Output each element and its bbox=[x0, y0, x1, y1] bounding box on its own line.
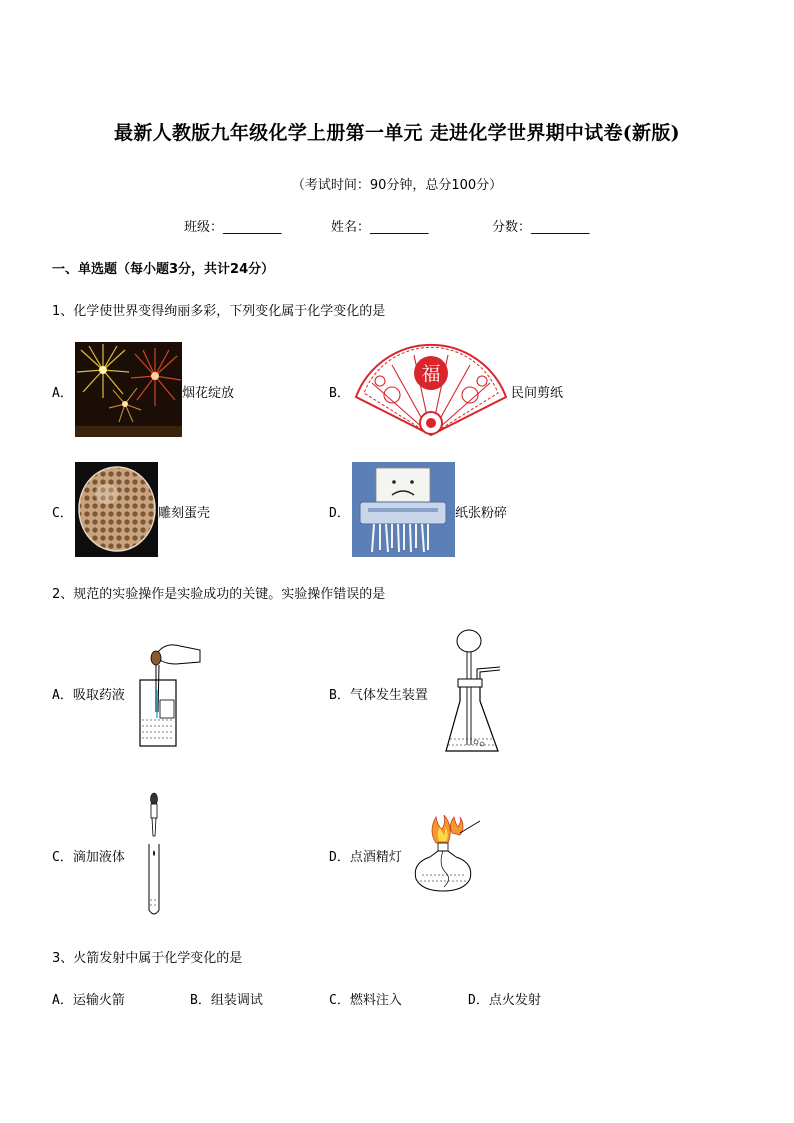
dropping-liquid-diagram bbox=[145, 792, 167, 918]
q1-option-b-label: 民间剪纸 bbox=[511, 386, 564, 401]
option-letter: A． bbox=[52, 993, 73, 1008]
q2-option-a[interactable] bbox=[52, 684, 125, 703]
question-2-stem: 2、规范的实验操作是实验成功的关键。实验操作错误的是 bbox=[52, 587, 386, 602]
score-field: 分数：_________ bbox=[492, 220, 590, 235]
q2-option-c[interactable] bbox=[52, 846, 125, 865]
option-letter: C． bbox=[52, 850, 73, 865]
q1-option-c-label: 雕刻蛋壳 bbox=[158, 506, 211, 521]
option-letter: B． bbox=[190, 993, 211, 1008]
q3-option-b[interactable] bbox=[190, 989, 263, 1008]
q3-option-a[interactable] bbox=[52, 989, 125, 1008]
option-text: 运输火箭 bbox=[72, 993, 125, 1008]
option-text: 气体发生装置 bbox=[349, 688, 428, 703]
option-text: 点酒精灯 bbox=[349, 850, 402, 865]
dropper-in-bottle-diagram bbox=[136, 640, 202, 748]
option-letter: D． bbox=[329, 850, 350, 865]
alcohol-lamp-diagram bbox=[408, 813, 484, 895]
option-letter: B． bbox=[329, 386, 350, 401]
q3-option-c[interactable] bbox=[329, 989, 402, 1008]
option-text: 吸取药液 bbox=[72, 688, 125, 703]
option-letter: A． bbox=[52, 688, 73, 703]
q1-option-c[interactable] bbox=[52, 502, 73, 521]
option-text: 燃料注入 bbox=[349, 993, 402, 1008]
class-field: 班级：_________ bbox=[184, 220, 282, 235]
fireworks-image bbox=[75, 342, 182, 437]
option-letter: D． bbox=[468, 993, 489, 1008]
name-field: 姓名：_________ bbox=[331, 220, 429, 235]
q1-option-d[interactable] bbox=[329, 502, 350, 521]
option-text: 组装调试 bbox=[210, 993, 263, 1008]
q2-option-b[interactable] bbox=[329, 684, 428, 703]
option-letter: B． bbox=[329, 688, 350, 703]
q3-option-d[interactable] bbox=[468, 989, 541, 1008]
exam-subtitle: （考试时间：90分钟，总分100分） bbox=[291, 178, 503, 193]
option-letter: C． bbox=[52, 506, 73, 521]
q1-option-d-label: 纸张粉碎 bbox=[455, 506, 508, 521]
question-3-stem: 3、火箭发射中属于化学变化的是 bbox=[52, 951, 243, 966]
question-1-stem: 1、化学使世界变得绚丽多彩，下列变化属于化学变化的是 bbox=[52, 304, 386, 319]
carved-eggshell-image bbox=[75, 462, 158, 557]
q1-option-a[interactable] bbox=[52, 382, 73, 401]
option-text: 点火发射 bbox=[488, 993, 541, 1008]
gas-generator-diagram bbox=[442, 627, 504, 755]
option-letter: C． bbox=[329, 993, 350, 1008]
paper-shredder-image bbox=[352, 462, 455, 557]
q2-option-d[interactable] bbox=[329, 846, 402, 865]
option-letter: D． bbox=[329, 506, 350, 521]
option-text: 滴加液体 bbox=[72, 850, 125, 865]
q1-option-b[interactable] bbox=[329, 382, 350, 401]
paper-cut-fan-image bbox=[352, 343, 510, 437]
page-title: 最新人教版九年级化学上册第一单元 走进化学世界期中试卷(新版) bbox=[114, 122, 680, 144]
section-heading: 一、单选题（每小题3分，共计24分） bbox=[52, 262, 275, 277]
option-letter: A． bbox=[52, 386, 73, 401]
paper-cut-character: 福 bbox=[421, 363, 441, 385]
q1-option-a-label: 烟花绽放 bbox=[182, 386, 235, 401]
